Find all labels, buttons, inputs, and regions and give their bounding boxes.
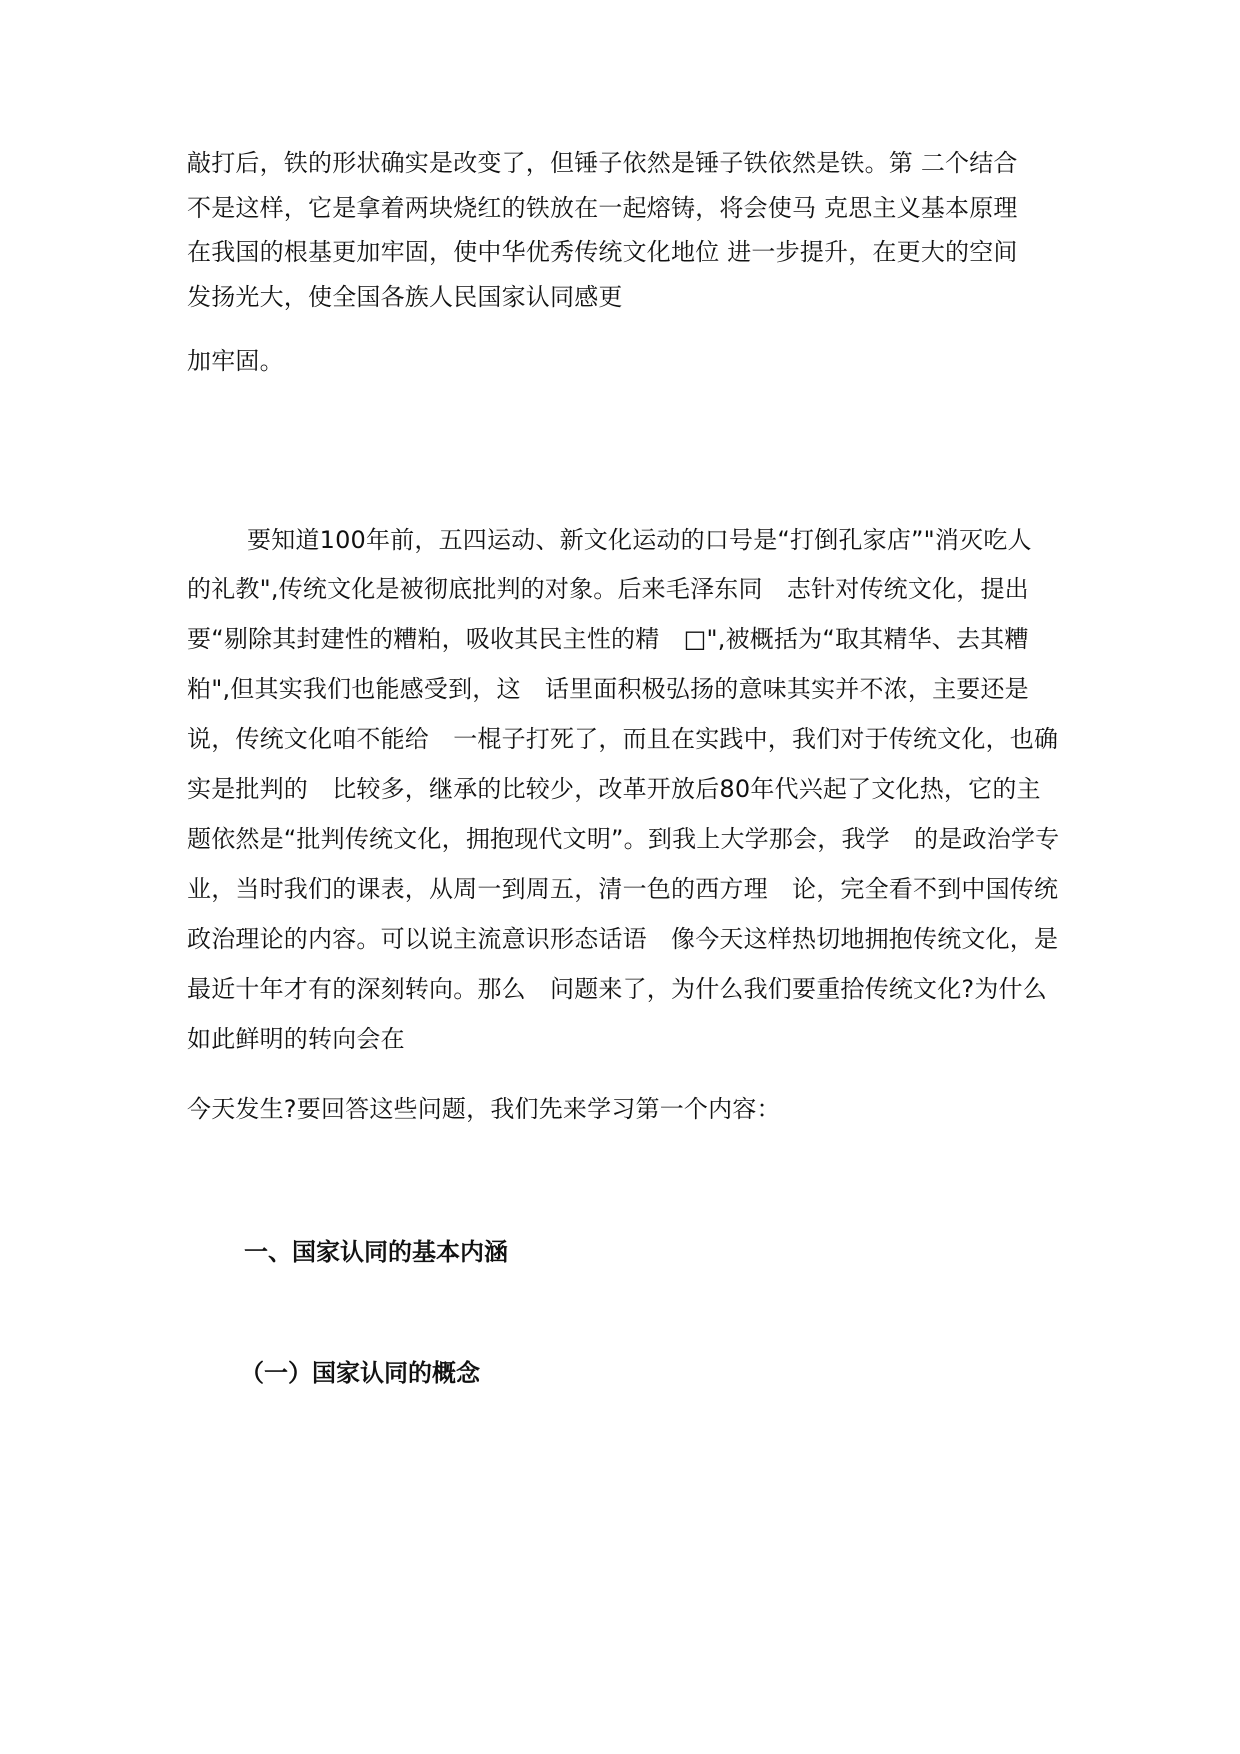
paragraph-line: 说，传统文化咱不能给 一棍子打死了，而且在实践中，我们对于传统文化，也确 [187, 725, 1059, 753]
paragraph-line: 实是批判的 比较多，继承的比较少，改革开放后80年代兴起了文化热，它的主 [187, 775, 1041, 803]
paragraph-line: 最近十年才有的深刻转向。那么 问题来了，为什么我们要重拾传统文化?为什么 [187, 975, 1047, 1003]
paragraph-line: 敲打后，铁的形状确实是改变了，但锤子依然是锤子铁依然是铁。第 二个结合 [187, 149, 1018, 177]
paragraph-line: 政治理论的内容。可以说主流意识形态话语 像今天这样热切地拥抱传统文化，是 [187, 925, 1059, 953]
paragraph-line: 要知道100年前，五四运动、新文化运动的口号是“打倒孔家店”"消灭吃人 [247, 526, 1032, 554]
section-heading: 一、国家认同的基本内涵 [244, 1238, 508, 1266]
paragraph-line: 题依然是“批判传统文化，拥抱现代文明”。到我上大学那会，我学 的是政治学专 [187, 825, 1060, 853]
paragraph-line: 今天发生?要回答这些问题，我们先来学习第一个内容： [187, 1095, 781, 1123]
paragraph-line: 发扬光大，使全国各族人民国家认同感更 [187, 283, 623, 311]
paragraph-line: 如此鲜明的转向会在 [187, 1025, 405, 1053]
paragraph-line: 要“剔除其封建性的糟粕，吸收其民主性的精 □",被概括为“取其精华、去其糟 [187, 625, 1029, 653]
paragraph-line: 粕",但其实我们也能感受到，这 话里面积极弘扬的意味其实并不浓，主要还是 [187, 675, 1029, 703]
paragraph-line: 不是这样，它是拿着两块烧红的铁放在一起熔铸，将会使马 克思主义基本原理 [187, 194, 1018, 222]
paragraph-line: 业，当时我们的课表，从周一到周五，清一色的西方理 论，完全看不到中国传统 [187, 875, 1059, 903]
paragraph-line: 加牢固。 [187, 347, 284, 375]
paragraph-line: 的礼教",传统文化是被彻底批判的对象。后来毛泽东同 志针对传统文化，提出 [187, 575, 1029, 603]
subsection-heading: （一）国家认同的概念 [240, 1359, 480, 1387]
paragraph-line: 在我国的根基更加牢固，使中华优秀传统文化地位 进一步提升，在更大的空间 [187, 238, 1018, 266]
